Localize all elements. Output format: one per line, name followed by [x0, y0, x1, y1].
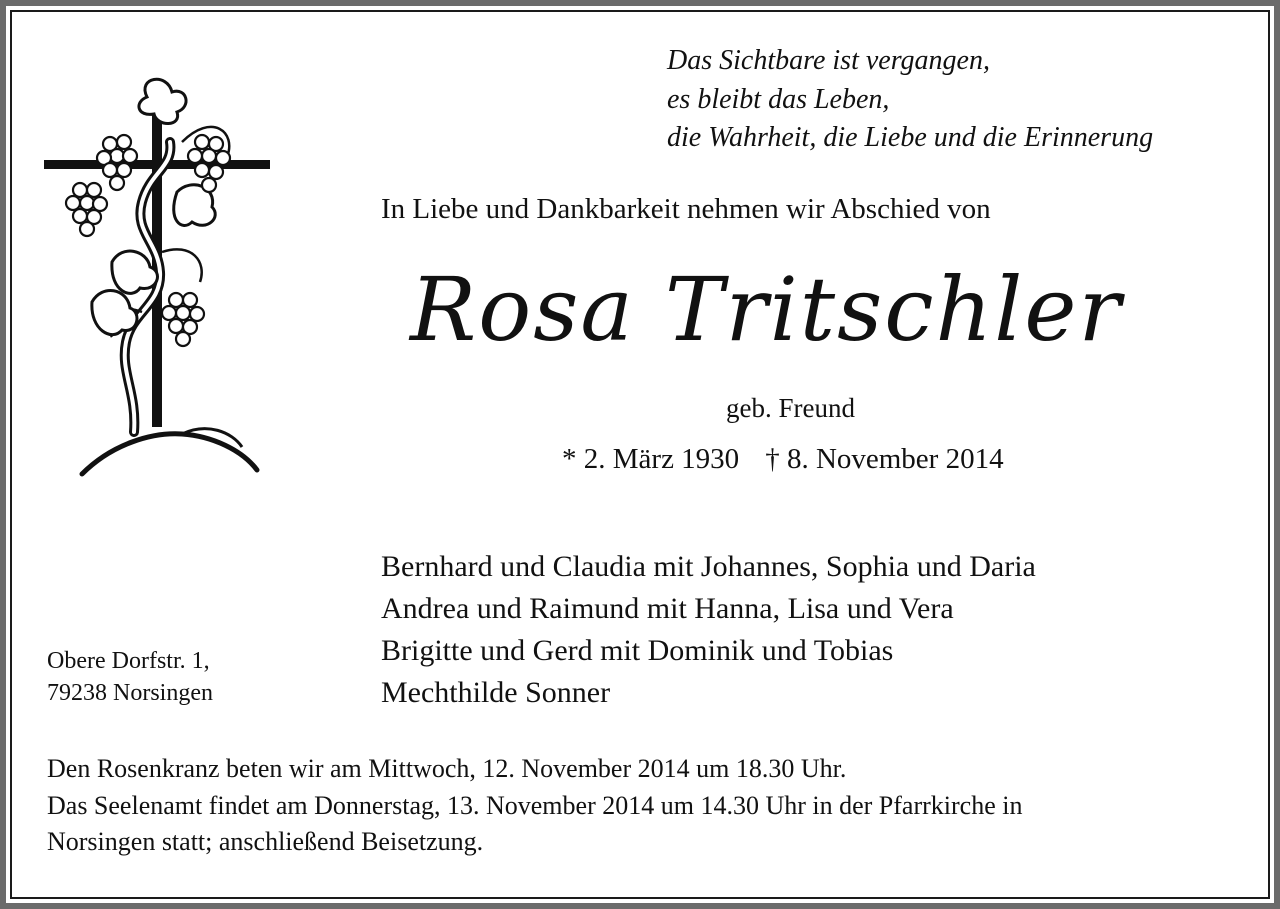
funeral-notice — [47, 751, 1247, 861]
family-line: Mechthilde Sonner — [381, 676, 611, 709]
family-line: Brigitte und Gerd mit Dominik und Tobias — [381, 634, 894, 667]
notice-line: Den Rosenkranz beten wir am Mittwoch, 12. November 2014 um 18.30 Uhr. — [47, 754, 847, 783]
cross-with-grapevine-icon — [42, 72, 274, 482]
family-line: Andrea und Raimund mit Hanna, Lisa und Vera — [381, 592, 954, 625]
family-line: Bernhard und Claudia mit Johannes, Sophia und Daria — [381, 550, 1036, 583]
motto-line: Das Sichtbare ist vergangen, — [667, 45, 990, 76]
life-dates — [562, 443, 1004, 476]
maiden-name: geb. Freund — [726, 393, 855, 423]
motto-line: es bleibt das Leben, — [667, 83, 890, 115]
birth-date: * 2. März 1930 — [562, 443, 740, 475]
address — [47, 645, 213, 709]
notice-line: Norsingen statt; anschließend Beisetzung. — [47, 827, 484, 856]
address-city: 79238 Norsingen — [47, 680, 213, 706]
notice-line: Das Seelenamt findet am Donnerstag, 13. November 2014 um 14.30 Uhr in der Pfarrkirche in — [47, 790, 1023, 820]
deceased-name: Rosa Tritschler — [410, 258, 1123, 361]
motto — [667, 42, 1153, 158]
death-date: † 8. November 2014 — [765, 443, 1004, 475]
intro-text: In Liebe und Dankbarkeit nehmen wir Abschied von — [381, 193, 991, 225]
motto-line: die Wahrheit, die Liebe und die Erinnerung — [667, 122, 1154, 153]
address-street: Obere Dorfstr. 1, — [47, 648, 210, 674]
family-list — [381, 546, 1036, 714]
